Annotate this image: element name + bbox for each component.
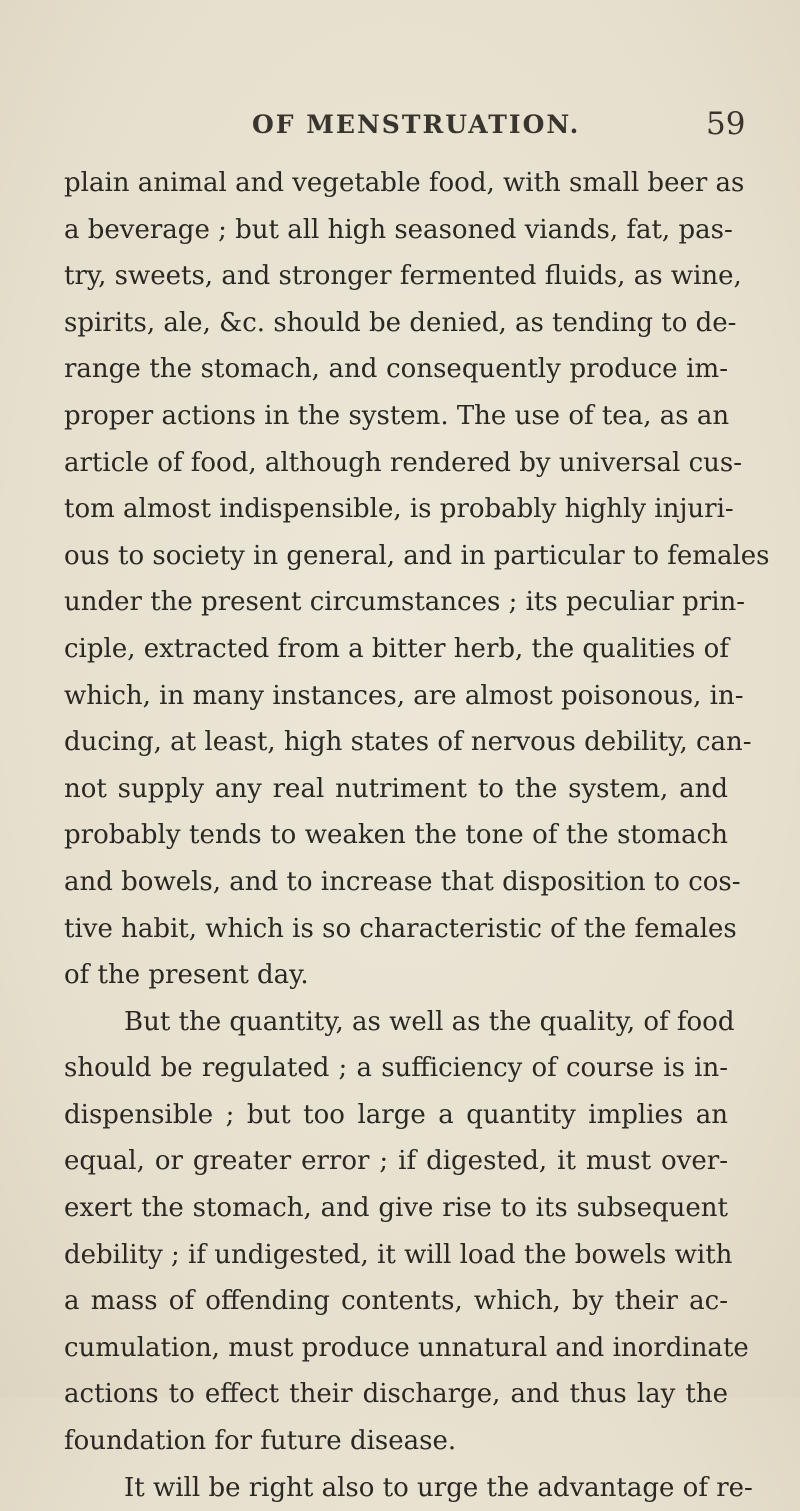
text-line: should be regulated ; a sufficiency of course is in- [64,1053,728,1084]
text-line: range the stomach, and consequently produce im- [64,354,728,385]
text-line: exert the stomach, and give rise to its subsequent [64,1193,728,1224]
paragraph-start-line: It will be right also to urge the advantage of re- [124,1472,753,1503]
body-text [64,160,770,1511]
text-line: tom almost indispensible, is probably highly injuri- [64,494,734,525]
text-line: which, in many instances, are almost poisonous, in- [64,680,744,711]
text-line: article of food, although rendered by universal cus- [64,447,743,478]
text-line: try, sweets, and stronger fermented fluids, as wine, [64,261,742,292]
paragraph-start-line: But the quantity, as well as the quality, of food [124,1006,735,1037]
text-line: not supply any real nutriment to the system, and [64,773,728,804]
text-line: spirits, ale, &c. should be denied, as tending to de- [64,307,737,338]
text-line: actions to effect their discharge, and thus lay the [64,1379,728,1410]
text-line: ciple, extracted from a bitter herb, the qualities of [64,633,729,664]
text-line: ducing, at least, high states of nervous debility, can- [64,727,752,758]
paragraph-end-line: of the present day. [64,960,309,991]
text-line: a mass of offending contents, which, by their ac- [64,1286,728,1317]
page-number: 59 [706,106,746,142]
text-line: plain animal and vegetable food, with small beer as [64,168,745,198]
text-line: cumulation, must produce unnatural and inordinate [64,1332,749,1363]
text-line: tive habit, which is so characteristic of the females [64,913,737,944]
text-line: under the present circumstances ; its peculiar prin- [64,587,746,618]
text-line: debility ; if undigested, it will load the bowels with [64,1239,733,1270]
text-line: proper actions in the system. The use of tea, as an [64,400,730,431]
text-line: a beverage ; but all high seasoned viands, fat, pas- [64,214,733,245]
text-line: equal, or greater error ; if digested, it must over- [64,1146,728,1177]
running-title: OF MENSTRUATION. [252,110,581,139]
paragraph-end-line: foundation for future disease. [64,1426,457,1457]
text-line: ous to society in general, and in particular to females [64,540,770,571]
text-line: dispensible ; but too large a quantity implies an [64,1099,728,1130]
running-head [0,106,800,154]
text-line: and bowels, and to increase that disposition to cos- [64,866,741,897]
text-line: probably tends to weaken the tone of the stomach [64,820,728,851]
